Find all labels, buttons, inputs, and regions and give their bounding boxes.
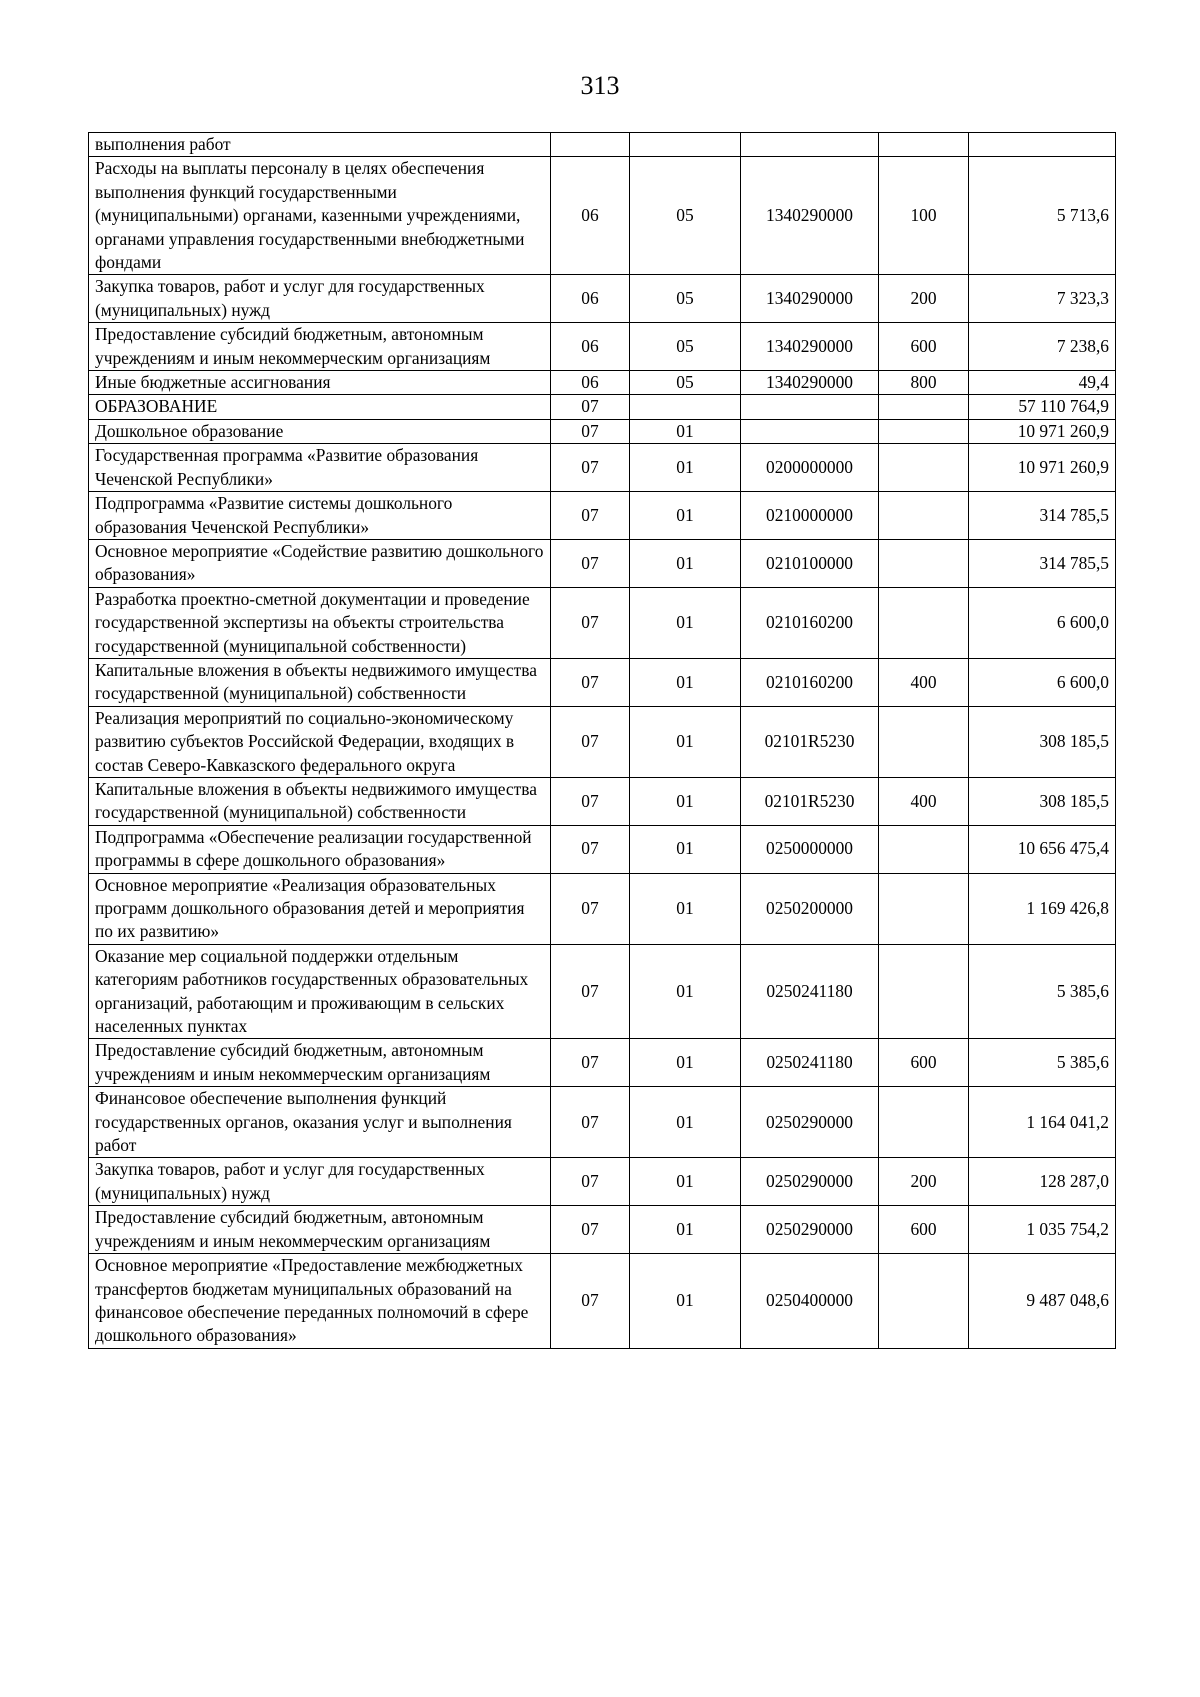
section-code-cell: 07 — [551, 873, 630, 944]
section-code-cell: 07 — [551, 444, 630, 492]
expense-name-cell: Капитальные вложения в объекты недвижимого имущества государственной (муниципальной) собственности — [89, 777, 551, 825]
subsection-code-cell: 05 — [630, 371, 741, 395]
amount-cell: 10 656 475,4 — [969, 825, 1116, 873]
table-row — [89, 1158, 1116, 1206]
target-article-code-cell: 0250241180 — [741, 1039, 879, 1087]
amount-cell: 1 035 754,2 — [969, 1206, 1116, 1254]
expense-name-cell: Реализация мероприятий по социально-экономическому развитию субъектов Российской Федерации, входящих в состав Северо-Кавказского федерального округа — [89, 706, 551, 777]
table-row — [89, 539, 1116, 587]
subsection-code-cell — [630, 133, 741, 157]
expense-name-cell: Государственная программа «Развитие образования Чеченской Республики» — [89, 444, 551, 492]
expense-type-code-cell: 800 — [879, 371, 969, 395]
table-row — [89, 444, 1116, 492]
subsection-code-cell: 05 — [630, 323, 741, 371]
amount-cell: 6 600,0 — [969, 658, 1116, 706]
target-article-code-cell: 1340290000 — [741, 371, 879, 395]
table-row — [89, 873, 1116, 944]
expense-name-cell: Закупка товаров, работ и услуг для государственных (муниципальных) нужд — [89, 1158, 551, 1206]
subsection-code-cell: 05 — [630, 275, 741, 323]
target-article-code-cell: 0250200000 — [741, 873, 879, 944]
expense-name-cell: Предоставление субсидий бюджетным, автономным учреждениям и иным некоммерческим организациям — [89, 1206, 551, 1254]
expense-type-code-cell — [879, 873, 969, 944]
amount-cell: 6 600,0 — [969, 587, 1116, 658]
amount-cell: 5 713,6 — [969, 157, 1116, 275]
expense-type-code-cell: 400 — [879, 777, 969, 825]
table-row — [89, 587, 1116, 658]
target-article-code-cell: 1340290000 — [741, 275, 879, 323]
expense-type-code-cell — [879, 539, 969, 587]
expense-type-code-cell — [879, 419, 969, 443]
table-row — [89, 371, 1116, 395]
section-code-cell: 07 — [551, 587, 630, 658]
target-article-code-cell: 0250290000 — [741, 1158, 879, 1206]
table-row — [89, 419, 1116, 443]
subsection-code-cell: 01 — [630, 539, 741, 587]
subsection-code-cell: 01 — [630, 706, 741, 777]
amount-cell: 1 169 426,8 — [969, 873, 1116, 944]
subsection-code-cell: 01 — [630, 444, 741, 492]
section-code-cell: 07 — [551, 1087, 630, 1158]
table-row — [89, 1254, 1116, 1349]
table-row — [89, 944, 1116, 1039]
budget-table-body — [89, 133, 1116, 1349]
expense-type-code-cell — [879, 1254, 969, 1349]
section-code-cell: 07 — [551, 706, 630, 777]
expense-name-cell: Предоставление субсидий бюджетным, автономным учреждениям и иным некоммерческим организациям — [89, 323, 551, 371]
section-code-cell: 07 — [551, 1254, 630, 1349]
expense-type-code-cell — [879, 444, 969, 492]
expense-name-cell: Предоставление субсидий бюджетным, автономным учреждениям и иным некоммерческим организациям — [89, 1039, 551, 1087]
table-row — [89, 395, 1116, 419]
expense-name-cell: Капитальные вложения в объекты недвижимого имущества государственной (муниципальной) собственности — [89, 658, 551, 706]
table-row — [89, 133, 1116, 157]
amount-cell: 5 385,6 — [969, 1039, 1116, 1087]
expense-type-code-cell — [879, 1087, 969, 1158]
expense-type-code-cell: 200 — [879, 1158, 969, 1206]
expense-name-cell: Расходы на выплаты персоналу в целях обеспечения выполнения функций государственными (муниципальными) органами, казенными учреждениями, органами управления государственными внебюджетными фондами — [89, 157, 551, 275]
table-row — [89, 1039, 1116, 1087]
target-article-code-cell: 0250290000 — [741, 1087, 879, 1158]
section-code-cell: 07 — [551, 825, 630, 873]
expense-name-cell: Основное мероприятие «Содействие развитию дошкольного образования» — [89, 539, 551, 587]
amount-cell: 128 287,0 — [969, 1158, 1116, 1206]
amount-cell: 7 323,3 — [969, 275, 1116, 323]
expense-name-cell: ОБРАЗОВАНИЕ — [89, 395, 551, 419]
subsection-code-cell: 01 — [630, 1039, 741, 1087]
subsection-code-cell: 01 — [630, 944, 741, 1039]
subsection-code-cell: 01 — [630, 825, 741, 873]
subsection-code-cell: 01 — [630, 587, 741, 658]
subsection-code-cell: 01 — [630, 492, 741, 540]
expense-type-code-cell: 400 — [879, 658, 969, 706]
expense-type-code-cell: 200 — [879, 275, 969, 323]
amount-cell: 308 185,5 — [969, 777, 1116, 825]
amount-cell: 49,4 — [969, 371, 1116, 395]
expense-name-cell: Закупка товаров, работ и услуг для государственных (муниципальных) нужд — [89, 275, 551, 323]
section-code-cell: 07 — [551, 395, 630, 419]
target-article-code-cell: 0210000000 — [741, 492, 879, 540]
expense-name-cell: Основное мероприятие «Реализация образовательных программ дошкольного образования детей и мероприятия по их развитию» — [89, 873, 551, 944]
expense-name-cell: Финансовое обеспечение выполнения функций государственных органов, оказания услуг и выполнения работ — [89, 1087, 551, 1158]
expense-type-code-cell — [879, 492, 969, 540]
table-row — [89, 658, 1116, 706]
subsection-code-cell: 01 — [630, 873, 741, 944]
target-article-code-cell: 0250241180 — [741, 944, 879, 1039]
budget-table — [88, 132, 1116, 1349]
expense-type-code-cell — [879, 395, 969, 419]
subsection-code-cell: 05 — [630, 157, 741, 275]
subsection-code-cell: 01 — [630, 658, 741, 706]
section-code-cell: 06 — [551, 275, 630, 323]
section-code-cell: 07 — [551, 777, 630, 825]
expense-name-cell: Подпрограмма «Обеспечение реализации государственной программы в сфере дошкольного образования» — [89, 825, 551, 873]
expense-name-cell: Дошкольное образование — [89, 419, 551, 443]
amount-cell: 5 385,6 — [969, 944, 1116, 1039]
target-article-code-cell: 0250000000 — [741, 825, 879, 873]
amount-cell: 1 164 041,2 — [969, 1087, 1116, 1158]
amount-cell: 9 487 048,6 — [969, 1254, 1116, 1349]
table-row — [89, 1087, 1116, 1158]
target-article-code-cell: 02101R5230 — [741, 777, 879, 825]
expense-type-code-cell — [879, 133, 969, 157]
amount-cell: 10 971 260,9 — [969, 444, 1116, 492]
table-row — [89, 825, 1116, 873]
section-code-cell: 07 — [551, 492, 630, 540]
expense-name-cell: выполнения работ — [89, 133, 551, 157]
expense-name-cell: Иные бюджетные ассигнования — [89, 371, 551, 395]
subsection-code-cell: 01 — [630, 419, 741, 443]
target-article-code-cell: 02101R5230 — [741, 706, 879, 777]
target-article-code-cell: 0210160200 — [741, 587, 879, 658]
amount-cell: 314 785,5 — [969, 539, 1116, 587]
expense-type-code-cell: 100 — [879, 157, 969, 275]
amount-cell: 308 185,5 — [969, 706, 1116, 777]
expense-name-cell: Оказание мер социальной поддержки отдельным категориям работников государственных образовательных организаций, работающим и проживающим в сельских населенных пунктах — [89, 944, 551, 1039]
table-row — [89, 492, 1116, 540]
section-code-cell: 07 — [551, 1158, 630, 1206]
expense-type-code-cell — [879, 944, 969, 1039]
section-code-cell: 07 — [551, 1206, 630, 1254]
table-row — [89, 1206, 1116, 1254]
subsection-code-cell — [630, 395, 741, 419]
table-row — [89, 706, 1116, 777]
page-number: 313 — [580, 71, 620, 100]
target-article-code-cell: 1340290000 — [741, 323, 879, 371]
table-row — [89, 275, 1116, 323]
target-article-code-cell: 0210100000 — [741, 539, 879, 587]
subsection-code-cell: 01 — [630, 777, 741, 825]
target-article-code-cell: 0210160200 — [741, 658, 879, 706]
target-article-code-cell: 0200000000 — [741, 444, 879, 492]
amount-cell: 314 785,5 — [969, 492, 1116, 540]
amount-cell — [969, 133, 1116, 157]
section-code-cell: 07 — [551, 539, 630, 587]
expense-type-code-cell: 600 — [879, 1039, 969, 1087]
subsection-code-cell: 01 — [630, 1254, 741, 1349]
section-code-cell: 07 — [551, 658, 630, 706]
section-code-cell — [551, 133, 630, 157]
section-code-cell: 06 — [551, 323, 630, 371]
table-row — [89, 323, 1116, 371]
target-article-code-cell — [741, 133, 879, 157]
subsection-code-cell: 01 — [630, 1206, 741, 1254]
target-article-code-cell: 1340290000 — [741, 157, 879, 275]
amount-cell: 7 238,6 — [969, 323, 1116, 371]
amount-cell: 57 110 764,9 — [969, 395, 1116, 419]
subsection-code-cell: 01 — [630, 1087, 741, 1158]
target-article-code-cell: 0250290000 — [741, 1206, 879, 1254]
section-code-cell: 07 — [551, 1039, 630, 1087]
expense-name-cell: Основное мероприятие «Предоставление межбюджетных трансфертов бюджетам муниципальных образований на финансовое обеспечение переданных полномочий в сфере дошкольного образования» — [89, 1254, 551, 1349]
section-code-cell: 07 — [551, 419, 630, 443]
target-article-code-cell: 0250400000 — [741, 1254, 879, 1349]
table-row — [89, 777, 1116, 825]
section-code-cell: 06 — [551, 371, 630, 395]
expense-type-code-cell — [879, 706, 969, 777]
target-article-code-cell — [741, 395, 879, 419]
expense-type-code-cell: 600 — [879, 323, 969, 371]
amount-cell: 10 971 260,9 — [969, 419, 1116, 443]
subsection-code-cell: 01 — [630, 1158, 741, 1206]
expense-type-code-cell — [879, 587, 969, 658]
table-row — [89, 157, 1116, 275]
section-code-cell: 06 — [551, 157, 630, 275]
expense-type-code-cell: 600 — [879, 1206, 969, 1254]
expense-name-cell: Разработка проектно-сметной документации и проведение государственной экспертизы на объекты строительства государственной (муниципальной собственности) — [89, 587, 551, 658]
target-article-code-cell — [741, 419, 879, 443]
section-code-cell: 07 — [551, 944, 630, 1039]
expense-name-cell: Подпрограмма «Развитие системы дошкольного образования Чеченской Республики» — [89, 492, 551, 540]
expense-type-code-cell — [879, 825, 969, 873]
